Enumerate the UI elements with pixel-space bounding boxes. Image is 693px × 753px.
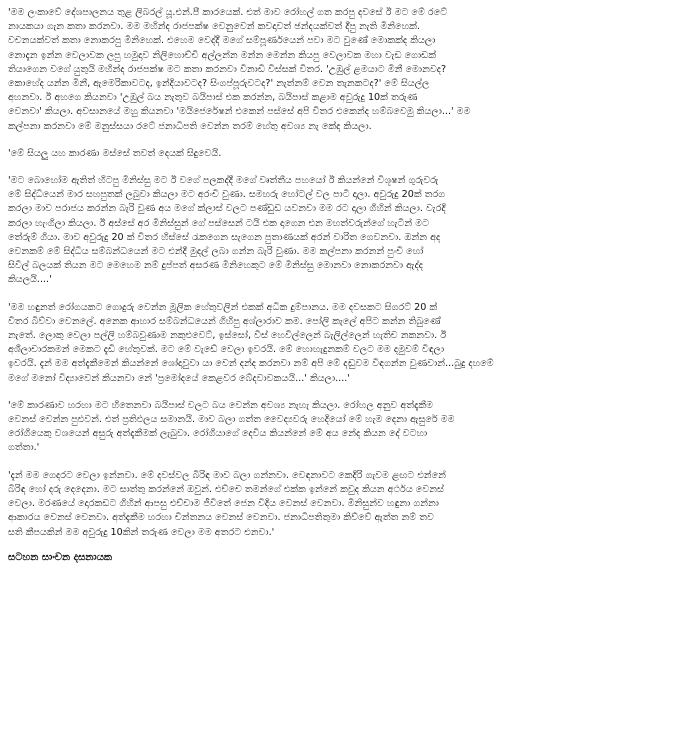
paragraph-1: 'මම ලංකාවේ දේශපාලනය තුළ ලිබරල් යූ.එන්.පී කාරයෙක්. එත් මාව රෝහල් ගත කරපු දවසේ ඊ මට මේ රටේ නායකයා ගැන කතා කරනවා. මම මහින්ද රාජපක්ෂ වෙනුවෙන් කවදාවත් ඡන්දයක්වත් දීපු නැති මිනිහෙක්. වචනයක්වත් කතා නොකරපු මිනිහෙක්. එහෙම වෙද්දී මගේ සම්පූර්ණයෙන් පවා මට වුණේ මොකක්ද කියලා නොදැන ඉන්න වෙලාවක ලපු හමුදාව නිලිහොච්චි අල්ලන්න මන්න මෙන්න කියපු වෙලාවක මහා වැඩ ගොඩක් තියාගෙන වගේ යුතුයි මහින්ද රාජපක්ෂ මට කතා කරනවා විනාඩි විස්සක් විතර. 'උඹුල් ළමයාට මිනී මොනවද? කොහේද යන්න මිනී, ඇමෙරිකාවටද, ඉන්දියාවටද? සිංගප්පූරුවටද?' නැත්නම් වෙන තැනකටද?' මේ සියල්ල අහනවා. ඊ අහගෙ කියනවා 'උඹුල් බය නැතුව බයිපාස් එක කරන්න, බයිපාස් කළාම අවුරුදු 10ක් තරුණ වෙනවා' කියලා. අවසානයේ මහු කියනවා 'මයිජෙරේෂන් එකෙන් පස්සේ අපි විතර එකෙන්ද හම්බවෙමු කියලා...' මම කල්පනා කරනවා මේ මනුස්සයා රටේ ජනාධිපති වෙන්න තරම් හේතු අවශ්‍ය නැ කේද කියලා. [8, 7, 471, 132]
paragraph-3: 'මට බොහෝම ඇතිත් හිටපු මිනිස්සු මට ඊ වගේ පලකද්දී මගේ වෘත්තීය පහයෝ ඊ කියන්නේ විශූෂන් ගුරුවරු මේ සිද්ධියෙන් මාර සහපුතක් ලබුවා කියලා මට අරංචි වුණා. සමහරු හෝටල් වල පාටි දාලා. අවුරුදු 20ක් තරග කරලා මාව පරාජය කරන්න බැරි වුණ අය මගේ ක්ලාස් වලට පණ්ඩුඩ යවනවා මම රට දාලා ගිහින් කියලා. වැරදි කරලා හැංගිලා කියලා. ඊ අස්සේ අර මිනිස්සුන් ගේ පස්සෙන් ටයි එක දාගෙන එන මහත්වරුන්ගේ හැටින් මට තේරුම් ගියා. මාව අවුරුදු 20 ක් විතර හිස්සේ රැකගෙන සැගෙන පුතාණයක් අරන් වාරිත ගෙවනවා. ඔන්න අද වෙනකම් මේ සිද්ධිය සම්බන්ධයෙන් මට එන්දී මුදල් ලබා ගන්න බැරි වුණා. මම කල්පනා කරනන් පුංචි හෝ සිවිල් බලයක් තියන මට මෙහෙම නම් දුප්පත් අසරණ මිනිහෙකුට මේ මිනිස්සු මොනවා නොකරනවා ඇද්ද කියලයි....' [8, 175, 446, 286]
paragraph-6: 'දැන් මම ගෙදරට වෙලා ඉන්නවා. මේ දවස්වල බිරිඳ මාව බලා ගන්නවා. වෙඳනාවට කෙදිරි ගැවම ළඟට එන්නේ බිරිඳ හෝ දරු දෙදෙනා. මට සාත්තු කරන්නේ ඔවුන්. එච්චෙ තමන්ගේ එක්ක ඉන්නේ කවුද කියන අර්ථය වෙනස් වෙලා. මරණයේ දොරකඩට ගිහින් ආපසු එච්චාම ජීවිතේ ජෙන විදිය වෙනස් වෙනවා. මිනිසුන්ව හඳුනා ගන්නා ආකාරය වෙනස් වෙනවා. අත්දැකීම හරහා චින්තනය වෙනස් වෙනවා. ජනාධිපතිතුමා කිව්වේ ඇත්ත නම් තව සති කීපයකින් මම අවුරුදු 10කින් තරුණ වෙලා මම අතරට එනවා.' [8, 469, 446, 538]
author-signature: සටහන සාංචන දසනායක [8, 551, 113, 563]
paragraph-2: 'මේ සියලු යහ කාරණා මස්සේ තවත් දෙයක් සිදුවෙයි. [8, 147, 222, 159]
paragraph-4: 'මම හඳුනත් රෝගයකට ගොදුරු වෙන්න මූලික හේතුවලින් එකක් අධික දුම්පානය. මම දවසකට සිගරට් 20 ක් විතර බිව්වා වෙනලේ. අනෙක ආහාර සම්බන්ධයෙන් ගිහිපු අශ්ලාරාව කම. පෝලි කැලේ අපිට කන්න තිබුණේ නැතේ. ලොකු වෙලා පල්ලි හම්බවුණාම නකුළුවෙට්, ඉස්සෝ, වීස් හෙවිල්ලෙන් බැලිල්ලෙන් හැතිච නකනවා. ඊ අශීලාචාරකමන් මෙකට දැඩි හේතුවක්. මට මේ වැඩේ වෙලා ඉවරයි. මේ හොහැදුනකම් වලට මම දමුවම් විඳලා ඉවරයි. දැන් මම අත්දැකීමෙන් කියන්නේ ශෝදාවුවා යා වෙන් දන්ද කරනවා නම් අපි මේ දඬුවම විඳගන්න වුණවාන්...බුදු දහමේ මගේ මනෝ විද්‍යාවෙන් කියනවා නේ 'ප්‍රමෝදයේ කෙළවර බේදවාවකයයි...' කියලා....' [8, 301, 494, 384]
paragraph-5: 'මේ කාරණාව හරහා මට හිතෙනවා බයිපාස් වලට බය වෙන්න අවශ්‍ය නැහැ කියලා. රෝහල අනුව අත්දැකීම වෙනස් වෙන්න පුළුවන්. එත් ප්‍රතිඵලය සමානයි. මාව බලා ගත්ත වෛද්‍යවරු හෙදියෝ මේ හැම දෙනා ඇසුරේ මම රෝගියෙකු වශයෙන් අසුරු අත්දැකීමක් ලැබුවා. රෝගියාගේ දෙවිය කියන්නේ මේ අය නේද කියන දේ වටහා ගත්තා.' [8, 399, 455, 454]
